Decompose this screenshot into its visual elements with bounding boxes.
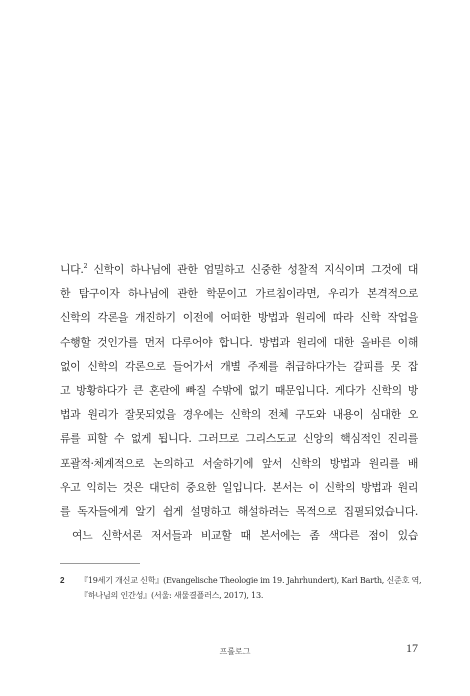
footnote-text bbox=[80, 573, 422, 603]
text-segment: 니다. bbox=[60, 263, 84, 276]
text-line-2: 한 탐구이자 하나님에 관한 학문이고 가르침이라면, 우리가 본격적으로 bbox=[60, 287, 418, 301]
text-line-1 bbox=[60, 258, 418, 282]
footnote-divider bbox=[60, 563, 140, 564]
body-paragraph bbox=[60, 258, 418, 548]
text-line-5: 없이 신학의 각론으로 들어가서 개별 주제를 취급하다가는 갈피를 못 잡 bbox=[60, 359, 418, 373]
footnote-number: 2 bbox=[60, 576, 65, 585]
text-line-6: 고 방황하다가 큰 혼란에 빠질 수밖에 없기 때문입니다. 게다가 신학의 방 bbox=[60, 383, 418, 397]
text-line-11: 를 독자들에게 알기 쉽게 설명하고 해설하려는 목적으로 집필되었습니다. bbox=[60, 504, 418, 518]
text-line-4: 수행할 것인가를 먼저 다루어야 합니다. 방법과 원리에 대한 올바른 이해 bbox=[60, 335, 418, 349]
running-head: 프롤로그 bbox=[219, 647, 251, 656]
text-line-8: 류를 피할 수 없게 됩니다. 그러므로 그리스도교 신앙의 핵심적인 진리를 bbox=[60, 432, 418, 446]
page-number: 17 bbox=[406, 641, 418, 655]
footnote bbox=[60, 573, 422, 603]
text-segment: 신학이 하나님에 관한 엄밀하고 신중한 성찰적 지식이며 그것에 대 bbox=[87, 263, 418, 276]
footnote-line-1: 『19세기 개신교 신학』(Evangelische Theologie im 19. Jahrhundert), Karl Barth, 신준호 역, bbox=[80, 575, 422, 585]
text-line-3: 신학의 각론을 개진하기 이전에 어떠한 방법과 원리에 따라 신학 작업을 bbox=[60, 311, 418, 325]
footnote-reference[interactable]: 2 bbox=[83, 262, 88, 270]
text-line-12: 여느 신학서론 저서들과 비교할 때 본서에는 좀 색다른 점이 있습 bbox=[72, 529, 418, 543]
text-line-10: 우고 익히는 것은 대단히 중요한 일입니다. 본서는 이 신학의 방법과 원리 bbox=[60, 480, 418, 494]
text-line-7: 법과 원리가 잘못되었을 경우에는 신학의 전체 구도와 내용이 심대한 오 bbox=[60, 408, 418, 422]
footnote-line-2: 『하나님의 인간성』(서울: 새물결플러스, 2017), 13. bbox=[80, 590, 264, 600]
text-line-9: 포괄적·체계적으로 논의하고 서술하기에 앞서 신학의 방법과 원리를 배 bbox=[60, 456, 418, 470]
